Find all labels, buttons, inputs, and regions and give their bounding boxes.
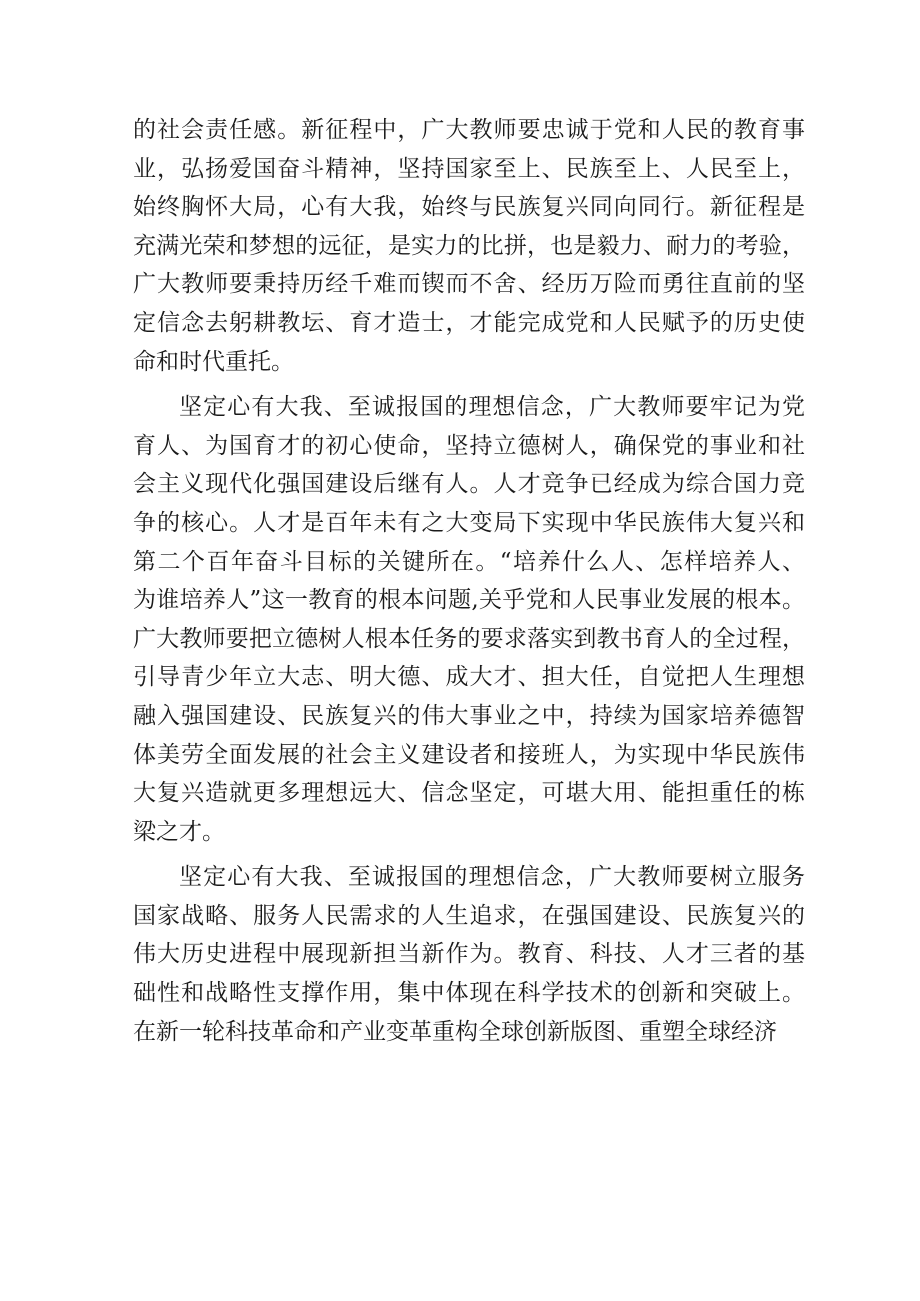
- text-line: 坚定心有大我、至诚报国的理想信念，广大教师要树立服务: [179, 864, 805, 891]
- text-line: 第二个百年奋斗目标的关键所在。“培养什么人、怎样培养人、: [133, 548, 805, 575]
- text-line: 育人、为国育才的初心使命，坚持立德树人，确保党的事业和社: [133, 432, 805, 459]
- text-line: 在新一轮科技革命和产业变革重构全球创新版图、重塑全球经济: [133, 1018, 777, 1045]
- text-line: 梁之才。: [133, 818, 225, 845]
- text-line: 为谁培养人”这一教育的根本问题,关乎党和人民事业发展的根本。: [133, 587, 805, 614]
- text-line: 的社会责任感。新征程中，广大教师要忠诚于党和人民的教育事: [133, 117, 805, 143]
- text-line: 争的核心。人才是百年未有之大变局下实现中华民族伟大复兴和: [133, 509, 805, 536]
- text-line: 广大教师要秉持历经千难而锲而不舍、经历万险而勇往直前的坚: [133, 271, 805, 298]
- paragraph: [133, 111, 805, 381]
- text-line: 会主义现代化强国建设后继有人。人才竞争已经成为综合国力竞: [133, 471, 805, 498]
- text-line: 坚定心有大我、至诚报国的理想信念，广大教师要牢记为党: [179, 394, 805, 421]
- paragraph: [133, 388, 805, 851]
- text-line: 伟大历史进程中展现新担当新作为。教育、科技、人才三者的基: [133, 941, 805, 968]
- text-line: 充满光荣和梦想的远征，是实力的比拼，也是毅力、耐力的考验，: [133, 232, 805, 259]
- text-line: 命和时代重托。: [133, 348, 294, 375]
- text-line: 广大教师要把立德树人根本任务的要求落实到教书育人的全过程，: [133, 625, 805, 652]
- text-line: 引导青少年立大志、明大德、成大才、担大任，自觉把人生理想: [133, 664, 805, 691]
- text-line: 国家战略、服务人民需求的人生追求，在强国建设、民族复兴的: [133, 902, 805, 929]
- text-line: 体美劳全面发展的社会主义建设者和接班人，为实现中华民族伟: [133, 741, 805, 768]
- text-line: 定信念去躬耕教坛、育才造士，才能完成党和人民赋予的历史使: [133, 309, 805, 336]
- body-text: [133, 111, 805, 1051]
- text-line: 融入强国建设、民族复兴的伟大事业之中，持续为国家培养德智: [133, 702, 805, 729]
- text-line: 大复兴造就更多理想远大、信念坚定，可堪大用、能担重任的栋: [133, 780, 805, 807]
- text-line: 始终胸怀大局，心有大我，始终与民族复兴同向同行。新征程是: [133, 194, 805, 221]
- text-line: 业，弘扬爱国奋斗精神，坚持国家至上、民族至上、人民至上，: [133, 155, 805, 182]
- paragraph: [133, 858, 805, 1051]
- text-line: 础性和战略性支撑作用，集中体现在科学技术的创新和突破上。: [133, 980, 805, 1007]
